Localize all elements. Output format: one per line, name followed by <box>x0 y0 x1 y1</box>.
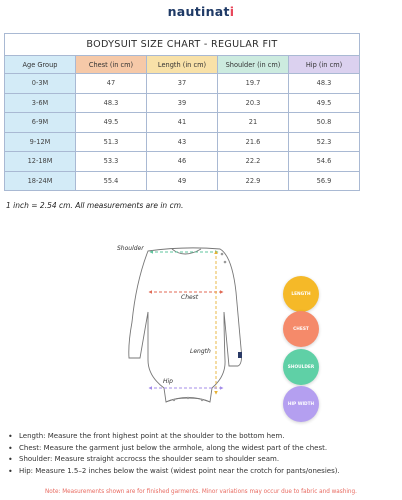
table-header-row <box>5 56 360 74</box>
bodysuit-measurement-diagram <box>102 232 272 424</box>
chest-label: Chest <box>181 294 199 301</box>
shoulder-cell: 19.7 <box>218 74 289 94</box>
age-cell: 0-3M <box>5 74 76 94</box>
length-cell: 46 <box>147 152 218 172</box>
table-row <box>5 74 360 94</box>
brand-name-accent: i <box>229 4 235 19</box>
bodysuit-outline <box>129 248 242 402</box>
shoulder-cell: 21.6 <box>218 132 289 152</box>
table-row <box>5 171 360 191</box>
age-cell: 3-6M <box>5 93 76 113</box>
instruction-shoulder: • Shoulder: Measure straight accrocss the shoulder seam to shoulder seam. <box>6 454 400 466</box>
legend-hip-label: HIP WIDTH <box>287 401 315 407</box>
table-row <box>5 113 360 133</box>
length-label: Length <box>190 348 211 355</box>
chart-title: BODYSUIT SIZE CHART - REGULAR FIT <box>5 34 360 56</box>
measurement-instructions <box>6 431 400 477</box>
instruction-hip: • Hip: Measure 1.5–2 inches below the waist (widest point near the crotch for pants/onesies). <box>6 466 400 478</box>
legend-shoulder-label: SHOULDER <box>287 364 315 370</box>
chest-cell: 49.5 <box>76 113 147 133</box>
header-shoulder: Shoulder (in cm) <box>218 56 289 74</box>
age-cell: 18-24M <box>5 171 76 191</box>
header-hip: Hip (in cm) <box>289 56 360 74</box>
legend-length-badge <box>283 276 319 312</box>
legend-shoulder-badge <box>283 349 319 385</box>
legend-hip-badge <box>283 386 319 422</box>
size-chart-table <box>4 33 360 191</box>
chest-cell: 48.3 <box>76 93 147 113</box>
hip-cell: 49.5 <box>289 93 360 113</box>
hip-cell: 56.9 <box>289 171 360 191</box>
shoulder-cell: 22.2 <box>218 152 289 172</box>
instruction-length: • Length: Measure the front highest point at the shoulder to the bottom hem. <box>6 431 400 443</box>
shoulder-cell: 22.9 <box>218 171 289 191</box>
header-chest: Chest (in cm) <box>76 56 147 74</box>
chest-cell: 47 <box>76 74 147 94</box>
legend-chest-label: CHEST <box>293 326 309 332</box>
length-cell: 37 <box>147 74 218 94</box>
shoulder-cell: 21 <box>218 113 289 133</box>
header-length: Length (in cm) <box>147 56 218 74</box>
age-cell: 12-18M <box>5 152 76 172</box>
shoulder-label: Shoulder <box>117 245 144 252</box>
chest-cell: 51.3 <box>76 132 147 152</box>
brand-name: nautinat <box>167 4 230 19</box>
length-cell: 43 <box>147 132 218 152</box>
age-cell: 6-9M <box>5 113 76 133</box>
hip-cell: 48.3 <box>289 74 360 94</box>
legend-length-label: LENGTH <box>291 291 311 297</box>
length-cell: 41 <box>147 113 218 133</box>
instruction-chest: • Chest: Measure the garment just below the armhole, along the widest part of the chest. <box>6 443 400 455</box>
unit-note: 1 inch = 2.54 cm. All measurements are in cm. <box>6 201 184 210</box>
header-age-group: Age Group <box>5 56 76 74</box>
legend-chest-badge <box>283 311 319 347</box>
age-cell: 9-12M <box>5 132 76 152</box>
hip-cell: 52.3 <box>289 132 360 152</box>
table-row <box>5 152 360 172</box>
chest-cell: 55.4 <box>76 171 147 191</box>
table-row <box>5 93 360 113</box>
length-cell: 49 <box>147 171 218 191</box>
table-row <box>5 132 360 152</box>
footer-note: Note: Measurements shown are for finished garments. Minor variations may occur due to fabric and washing. <box>45 489 357 495</box>
shoulder-cell: 20.3 <box>218 93 289 113</box>
label-tag <box>238 352 242 358</box>
hip-label: Hip <box>163 378 173 385</box>
hip-cell: 54.6 <box>289 152 360 172</box>
brand-logo <box>0 4 402 19</box>
hip-cell: 50.8 <box>289 113 360 133</box>
chest-cell: 53.3 <box>76 152 147 172</box>
length-cell: 39 <box>147 93 218 113</box>
